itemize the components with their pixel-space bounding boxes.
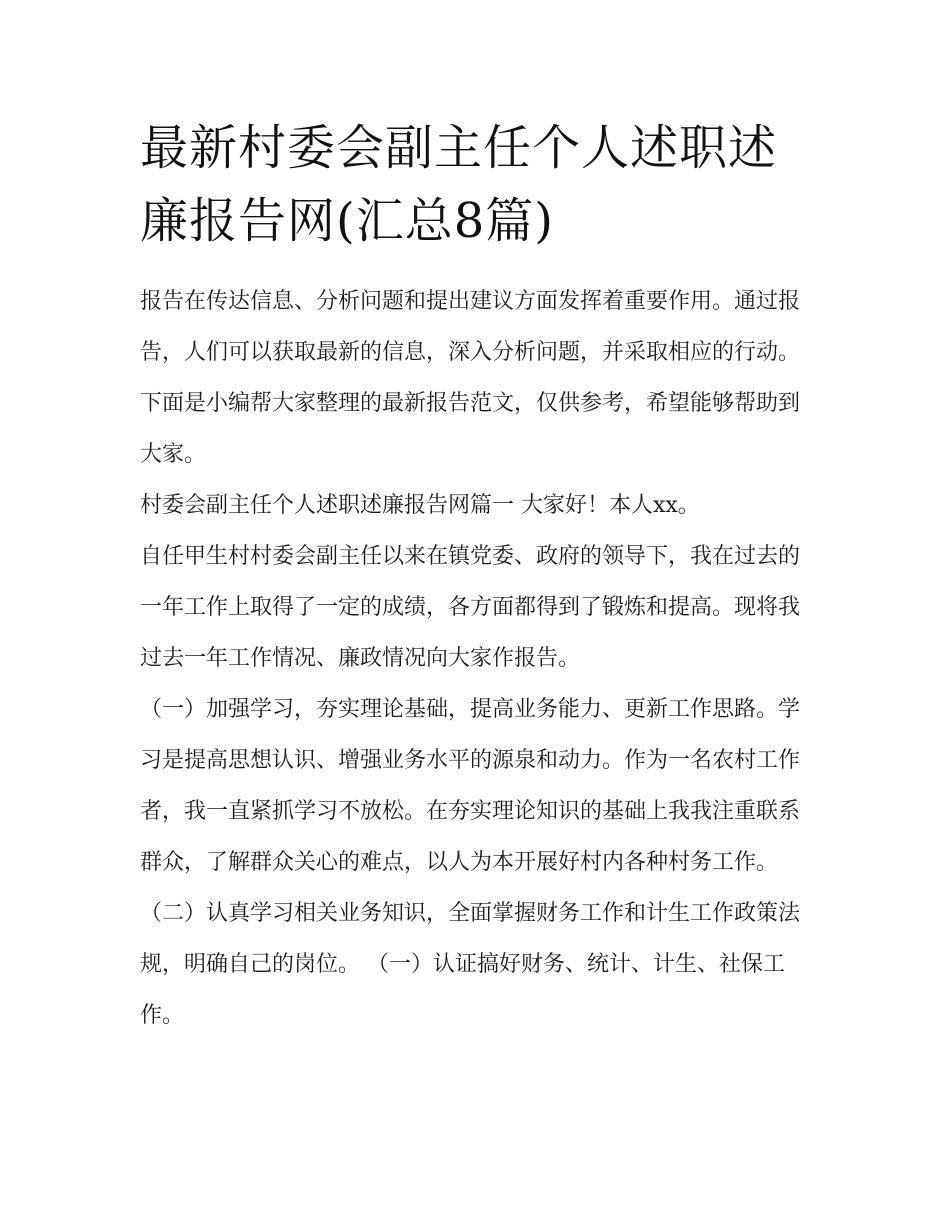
paragraph-overview: 自任甲生村村委会副主任以来在镇党委、政府的领导下，我在过去的一年工作上取得了一定的成绩，各方面都得到了锻炼和提高。现将我过去一年工作情况、廉政情况向大家作报告。 bbox=[140, 544, 801, 671]
paragraph-intro: 报告在传达信息、分析问题和提出建议方面发挥着重要作用。通过报告，人们可以获取最新的信息，深入分析问题，并采取相应的行动。下面是小编帮大家整理的最新报告范文，仅供参考，希望能够帮助到大家。 bbox=[140, 289, 801, 467]
paragraph-point-1: （一）加强学习，夯实理论基础，提高业务能力、更新工作思路。学习是提高思想认识、增强业务水平的源泉和动力。作为一名农村工作者，我一直紧抓学习不放松。在夯实理论知识的基础上我我注重联系群众，了解群众关心的难点，以人为本开展好村内各种村务工作。 bbox=[140, 697, 801, 875]
paragraph-section-heading: 村委会副主任个人述职述廉报告网篇一 大家好！本人xx。 bbox=[140, 493, 700, 518]
paragraph-point-2: （二）认真学习相关业务知识，全面掌握财务工作和计生工作政策法规，明确自己的岗位。 （一）认证搞好财务、统计、计生、社保工作。 bbox=[140, 901, 801, 1028]
document-body bbox=[140, 276, 820, 1041]
document-title: 最新村委会副主任个人述职述廉报告网(汇总8篇) bbox=[140, 120, 778, 249]
